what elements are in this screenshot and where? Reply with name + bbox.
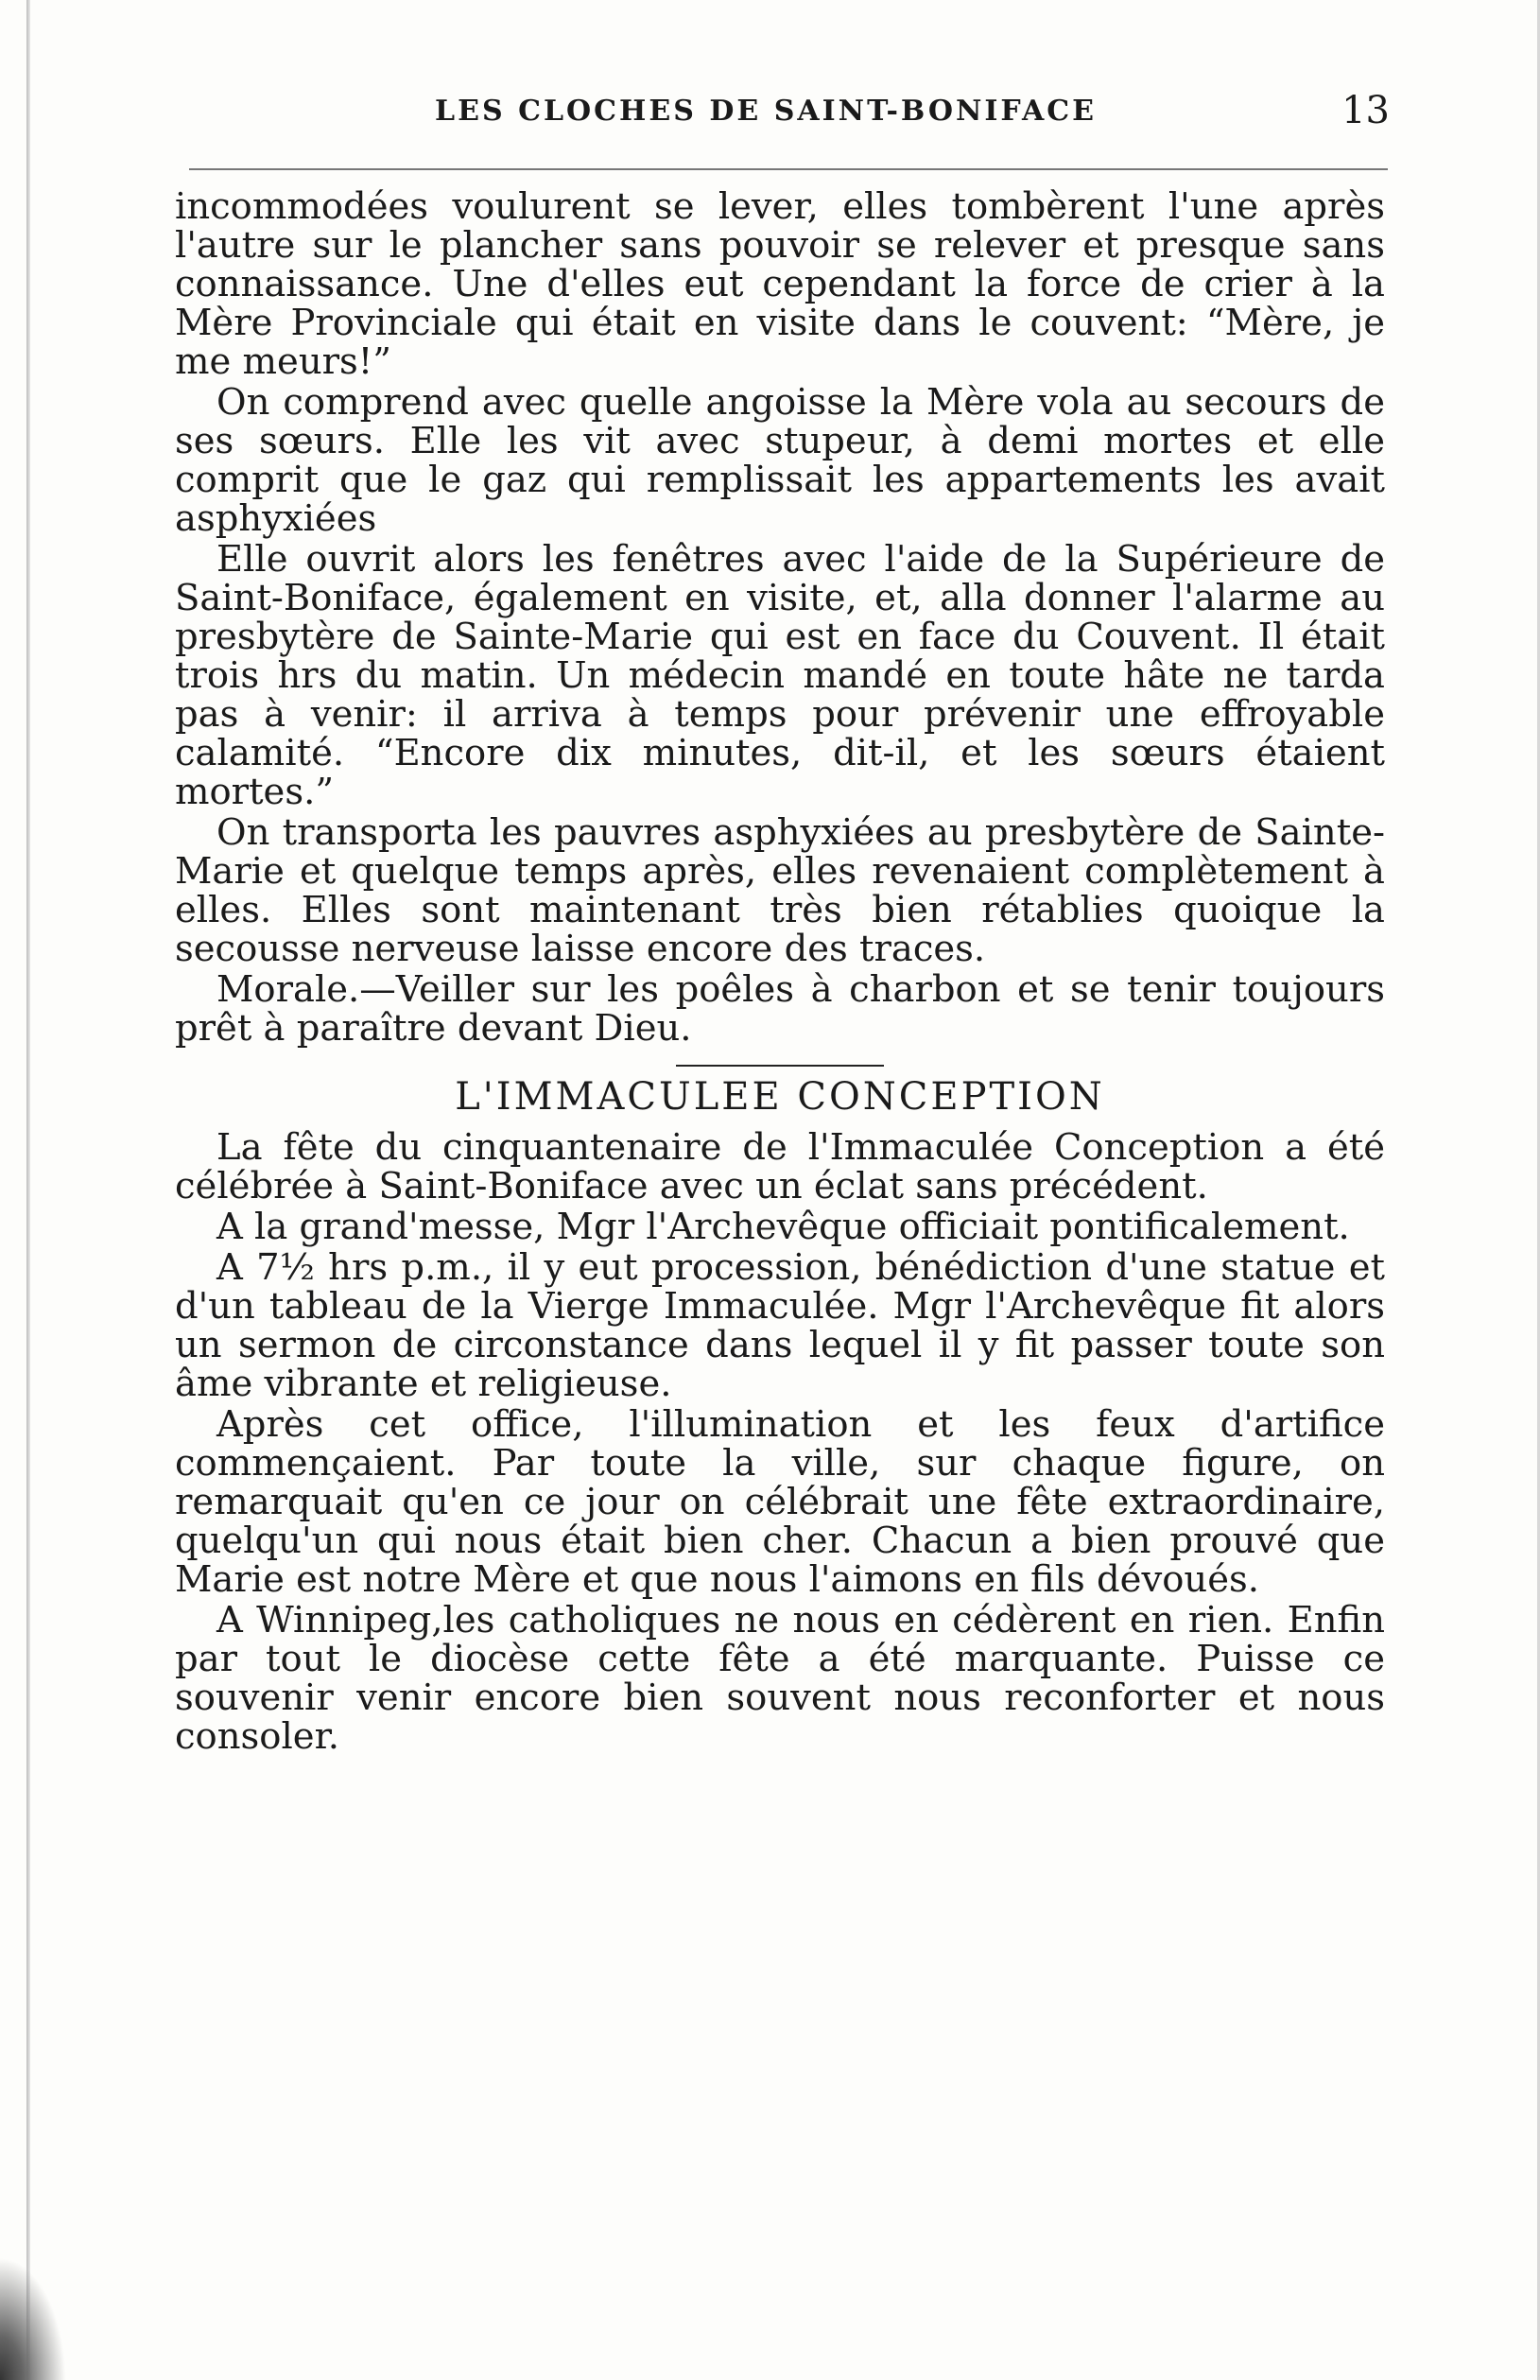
section-divider — [676, 1065, 884, 1067]
page-left-edge — [26, 0, 30, 2380]
scan-corner-shadow — [0, 2257, 66, 2380]
paragraph: A la grand'messe, Mgr l'Archevêque officiait pontificalement. — [216, 1206, 1350, 1248]
paragraph: Morale.—Veiller sur les poêles à charbon et se tenir toujours prêt à paraître devant Dieu. — [175, 968, 1385, 1050]
paragraph: A Winnipeg,les catholiques ne nous en cédèrent en rien. Enfin par tout le diocèse cette fête a été marquante. Puisse ce souvenir venir encore bien souvent nous reconforter et nous consoler. — [175, 1599, 1385, 1758]
page-header — [189, 89, 1390, 151]
paragraph: La fête du cinquantenaire de l'Immaculée Conception a été célébrée à Saint-Boniface avec un éclat sans précédent. — [175, 1126, 1385, 1207]
paragraph: incommodées voulurent se lever, elles tombèrent l'une après l'autre sur le plancher sans pouvoir se relever et presque sans connaissance. Une d'elles eut cependant la force de crier à la Mère Provinciale qui était en visite dans le couvent: “Mère, je me meurs!” — [175, 185, 1385, 383]
paragraph: On transporta les pauvres asphyxiées au presbytère de Sainte-Marie et quelque temps après, elles revenaient complètement à elles. Elles sont maintenant très bien rétablies quoique la secousse nerveuse laisse encore des traces. — [175, 811, 1385, 970]
running-head: LES CLOCHES DE SAINT-BONIFACE — [435, 95, 1097, 128]
paragraph: Elle ouvrit alors les fenêtres avec l'aide de la Supérieure de Saint-Boniface, également en visite, et, alla donner l'alarme au presbytère de Sainte-Marie qui est en face du Couvent. Il était trois hrs du matin. Un médecin mandé en toute hâte ne tarda pas à venir: il arriva à temps pour prévenir une effroyable calamité. “Encore dix minutes, dit-il, et les sœurs étaient mortes.” — [175, 538, 1385, 813]
header-rule — [189, 168, 1388, 170]
page-number: 13 — [1341, 89, 1390, 132]
paragraph: Après cet office, l'illumination et les feux d'artifice commençaient. Par toute la ville, sur chaque figure, on remarquait qu'en ce jour on célébrait une fête extraordinaire, quelqu'un qui nous était bien cher. Chacun a bien prouvé que Marie est notre Mère et que nous l'aimons en fils dévoués. — [175, 1403, 1385, 1601]
section-title: L'IMMACULEE CONCEPTION — [455, 1075, 1105, 1119]
page-body — [175, 187, 1385, 1758]
paragraph: A 7½ hrs p.m., il y eut procession, bénédiction d'une statue et d'un tableau de la Vierge Immaculée. Mgr l'Archevêque fit alors un sermon de circonstance dans lequel il y fit passer toute son âme vibrante et religieuse. — [175, 1246, 1385, 1405]
paragraph: On comprend avec quelle angoisse la Mère vola au secours de ses sœurs. Elle les vit avec stupeur, à demi mortes et elle comprit que le gaz qui remplissait les appartements les avait asphyxiées — [175, 381, 1385, 540]
